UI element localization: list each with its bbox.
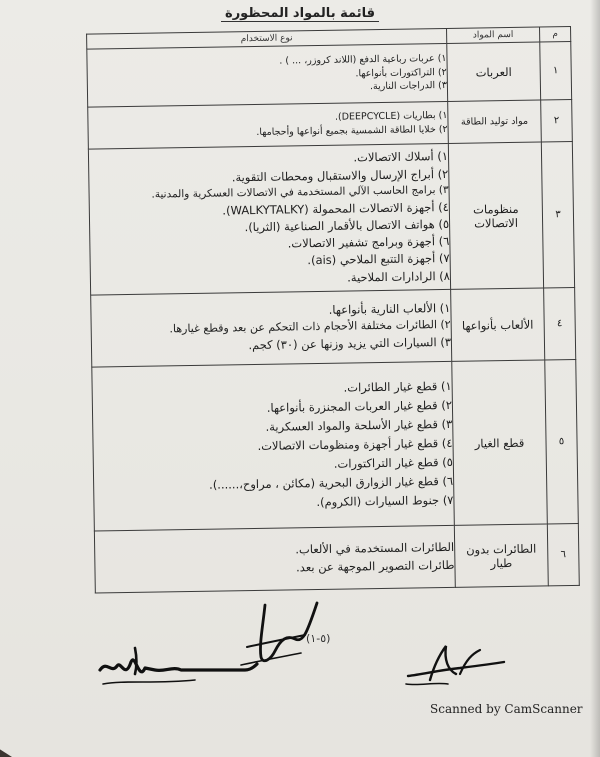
row-number: ٤ <box>544 287 576 359</box>
usage-item: ١) بطاريات (DEEPCYCLE). <box>334 109 448 123</box>
usage-item: ٤) قطع غيار أجهزة ومنظومات الاتصالات. <box>257 435 453 453</box>
row-usage-list <box>92 361 455 531</box>
usage-item: ٢) الطائرات مختلفة الأحجام ذات التحكم عن بعد وقطع غيارها. <box>169 318 451 336</box>
table-row <box>87 42 572 108</box>
usage-item: ٥) هواتف الاتصال بالأقمار الصناعية (الثريا). <box>244 216 450 234</box>
row-number: ٦ <box>547 523 579 585</box>
row-item-name: منظومات الاتصالات <box>448 142 543 289</box>
row-usage-list <box>87 43 448 107</box>
table-row <box>92 359 579 531</box>
row-item-name: قطع الغيار <box>452 360 548 525</box>
signature-middle-image <box>235 595 325 675</box>
usage-item: ٣) برامج الحاسب الآلي المستخدمة في الاتصالات العسكرية والمدنية. <box>151 183 449 201</box>
page-edge-shadow <box>590 0 600 757</box>
usage-item: ٢) قطع غيار العربات المجنزرة بأنواعها. <box>266 397 453 415</box>
header-number: م <box>540 27 571 42</box>
usage-item: ٢) خلايا الطاقة الشمسية بجميع أنواعها وأحجامها. <box>256 123 448 138</box>
usage-item: ٢) التراكتورات بأنواعها. <box>355 66 447 80</box>
usage-item: ١) عربات رباعية الدفع (اللاند كروزر، ... ) . <box>279 52 447 67</box>
usage-item: ٧) أجهزة التتبع الملاحي (ais). <box>307 251 450 268</box>
usage-item: ٣) السيارات التي يزيد وزنها عن (٣٠) كجم. <box>248 334 452 352</box>
usage-item: ١) أسلاك الاتصالات. <box>353 149 449 165</box>
row-item-name: الألعاب بأنواعها <box>451 288 545 361</box>
row-number: ٥ <box>545 359 579 523</box>
row-item-name: الطائرات بدون طيار <box>454 524 548 587</box>
table-row <box>94 523 579 593</box>
usage-item: ١) قطع غيار الطائرات. <box>343 379 452 395</box>
table-row <box>91 287 576 367</box>
usage-item: ٢) أبراج الإرسال والاستقبال ومحطات التقوية. <box>231 166 449 184</box>
row-number: ٢ <box>541 99 573 141</box>
usage-item: ٦) قطع غيار الزوارق البحرية (مكائن ، مراوح،......). <box>208 473 454 492</box>
usage-item: ٣) قطع غيار الأسلحة والمواد العسكرية. <box>265 416 453 434</box>
row-usage-list <box>94 525 455 593</box>
scanner-watermark: Scanned by CamScanner <box>430 702 583 716</box>
row-usage-list <box>88 143 450 295</box>
prohibited-items-table <box>86 26 580 594</box>
usage-item: ٥) قطع غيار التراكتورات. <box>333 454 453 471</box>
usage-item: ٤) أجهزة الاتصالات المحمولة (WALKYTALKY). <box>222 199 449 217</box>
row-number: ١ <box>540 42 572 100</box>
row-usage-list <box>88 101 449 149</box>
table-row <box>88 141 574 295</box>
usage-item: الطائرات المستخدمة في الألعاب. <box>295 540 455 557</box>
signature-right-image <box>400 640 510 690</box>
row-usage-list <box>91 289 452 367</box>
usage-item: ٦) أجهزة وبرامج تشفير الاتصالات. <box>287 233 450 251</box>
header-item-name: اسم المواد <box>447 27 540 43</box>
usage-item: ٣) الدراجات النارية. <box>369 80 448 93</box>
usage-item: ٨) الرادارات الملاحية. <box>347 268 451 285</box>
row-item-name: مواد توليد الطاقة <box>448 100 542 143</box>
document-title <box>0 6 600 21</box>
row-item-name: العربات <box>447 42 541 101</box>
usage-item: ١) الألعاب النارية بأنواعها. <box>328 300 451 317</box>
header-usage-type: نوع الاستخدام <box>87 28 447 49</box>
row-number: ٣ <box>541 141 574 287</box>
usage-item: طائرات التصوير الموجهة عن بعد. <box>295 557 455 574</box>
usage-item: ٧) جنوط السيارات (الكروم). <box>316 492 454 509</box>
document-title-text: قائمة بالمواد المحظورة <box>221 6 379 22</box>
date-note: (٥-١) <box>306 632 331 645</box>
